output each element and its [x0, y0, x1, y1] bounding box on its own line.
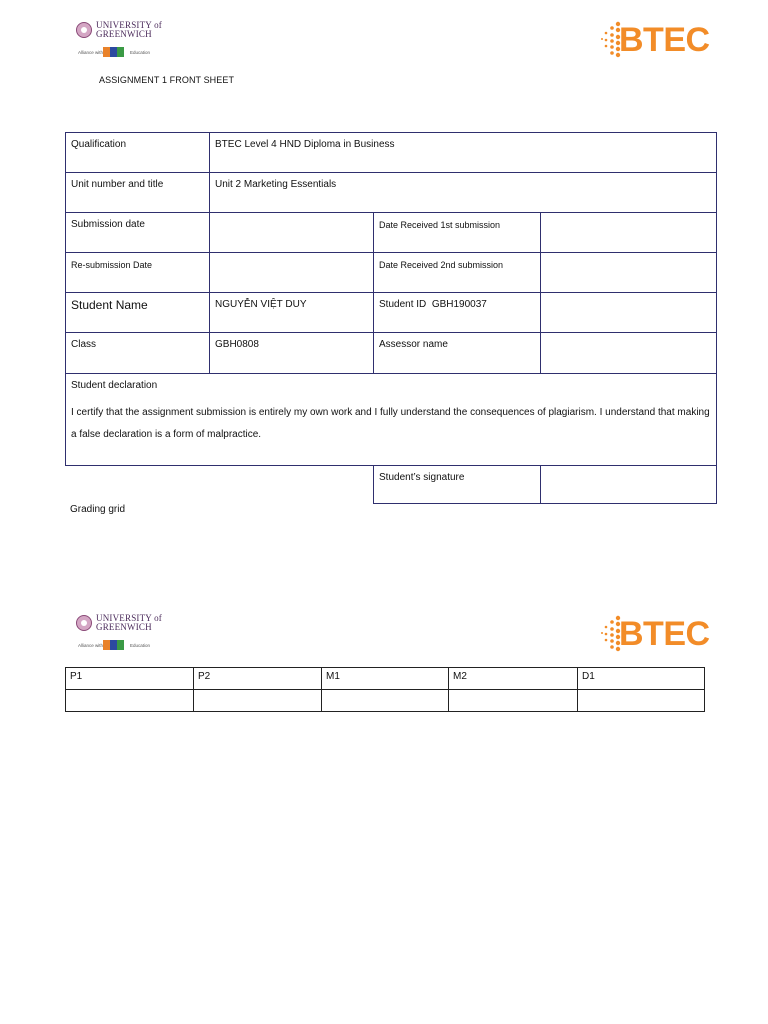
student-id-value: GBH190037: [431, 299, 487, 310]
btec-logo-2: [600, 614, 720, 654]
grade-header-m2: M2: [449, 668, 578, 690]
date-received-2-label: Date Received 2nd submission: [374, 253, 541, 293]
alliance-text: Alliance with: [78, 50, 104, 55]
grade-value-p2: [194, 690, 322, 712]
sheet-title: ASSIGNMENT 1 FRONT SHEET: [99, 75, 235, 85]
university-of-greenwich-logo: [76, 22, 166, 62]
assessor-label: Assessor name: [374, 333, 541, 374]
signature-label: Student’s signature: [374, 466, 541, 504]
btec-wordmark: BTEC: [619, 615, 710, 653]
qualification-value: BTEC Level 4 HND Diploma in Business: [210, 133, 717, 173]
student-name-value: NGUYỄN VIỆT DUY: [210, 293, 374, 333]
grade-header-d1: D1: [578, 668, 705, 690]
university-of-greenwich-logo-2: [76, 615, 166, 655]
date-received-1-label: Date Received 1st submission: [374, 213, 541, 253]
declaration-text: I certify that the assignment submission is entirely my own work and I fully understand the consequences of plagiarism. I understand that making a false declaration is a form of malpractice.: [71, 407, 710, 440]
declaration-title: Student declaration: [71, 380, 158, 391]
unit-label: Unit number and title: [66, 173, 210, 213]
university-crest-icon: [76, 615, 92, 631]
date-received-1-value: [541, 213, 717, 253]
grading-grid-title: Grading grid: [70, 504, 126, 515]
qualification-label: Qualification: [66, 133, 210, 173]
student-id-label: Student ID: [379, 299, 427, 310]
grade-value-m2: [449, 690, 578, 712]
grade-header-p1: P1: [66, 668, 194, 690]
assessor-value: [541, 333, 717, 374]
student-id-extra: [541, 293, 717, 333]
btec-wordmark: BTEC: [619, 21, 710, 59]
grade-value-p1: [66, 690, 194, 712]
fpt-logo-icon: [103, 47, 125, 57]
education-text: Education: [130, 643, 151, 648]
grade-value-d1: [578, 690, 705, 712]
date-received-2-value: [541, 253, 717, 293]
signature-value: [541, 466, 717, 504]
front-sheet-table: [65, 132, 717, 504]
grade-value-m1: [322, 690, 449, 712]
signature-spacer: [66, 466, 374, 504]
university-name: UNIVERSITY of GREENWICH: [96, 20, 163, 39]
university-crest-icon: [76, 22, 92, 38]
fpt-logo-icon: [103, 640, 125, 650]
grade-header-p2: P2: [194, 668, 322, 690]
grade-header-m1: M1: [322, 668, 449, 690]
class-label: Class: [66, 333, 210, 374]
class-value: GBH0808: [210, 333, 374, 374]
student-id-cell: [374, 293, 541, 333]
university-name: UNIVERSITY of GREENWICH: [96, 613, 163, 632]
grading-grid-table: [65, 667, 705, 712]
resubmission-date-value: [210, 253, 374, 293]
submission-date-label: Submission date: [66, 213, 210, 253]
student-declaration: [66, 374, 717, 466]
alliance-text: Alliance with: [78, 643, 104, 648]
resubmission-date-label: Re-submission Date: [66, 253, 210, 293]
student-name-label: Student Name: [66, 293, 210, 333]
submission-date-value: [210, 213, 374, 253]
btec-logo: [600, 20, 720, 60]
education-text: Education: [130, 50, 151, 55]
unit-value: Unit 2 Marketing Essentials: [210, 173, 717, 213]
